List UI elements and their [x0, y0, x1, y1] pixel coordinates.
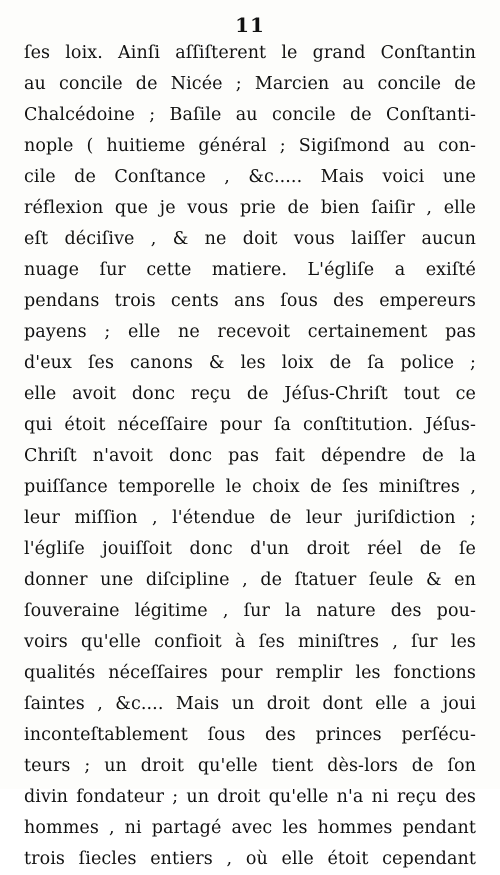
- page-number: 11: [235, 13, 265, 37]
- text-line: l'égliſe jouiſſoit donc d'un droit réel de ſe: [24, 539, 476, 559]
- text-line: Chalcédoine ; Baſile au concile de Conſtanti-: [24, 105, 476, 125]
- text-line: puiſſance temporelle le choix de ſes miniſtres ,: [24, 477, 476, 497]
- text-line: Chriſt n'avoit donc pas fait dépendre de la: [24, 446, 476, 466]
- text-line: voirs qu'elle confioit à ſes miniſtres , ſur les: [24, 632, 476, 652]
- text-line: elle avoit donc reçu de Jéſus-Chriſt tout ce: [24, 384, 476, 404]
- text-line: inconteſtablement ſous des princes perſécu-: [24, 725, 476, 745]
- text-line: teurs ; un droit qu'elle tient dès-lors de ſon: [24, 756, 476, 776]
- text-line: nuage ſur cette matiere. L'égliſe a exiſté: [24, 260, 476, 280]
- text-line: ſes loix. Ainſi aſſiſterent le grand Conſtantin: [24, 43, 476, 63]
- text-line: cile de Conſtance , &c..... Mais voici une: [24, 167, 476, 187]
- text-line: donner une diſcipline , de ſtatuer ſeule & en: [24, 570, 476, 590]
- text-line: ſouveraine légitime , ſur la nature des pou-: [24, 601, 476, 621]
- text-line: d'eux ſes canons & les loix de ſa police ;: [24, 353, 476, 373]
- text-line: hommes , ni partagé avec les hommes pendant: [24, 818, 476, 838]
- text-line: trois ſiecles entiers , où elle étoit cependant: [24, 849, 476, 869]
- text-line: au concile de Nicée ; Marcien au concile de: [24, 74, 476, 94]
- text-line: nople ( huitieme général ; Sigiſmond au con-: [24, 136, 476, 156]
- text-line: ſaintes , &c.... Mais un droit dont elle a joui: [24, 694, 476, 714]
- text-line: réflexion que je vous prie de bien ſaiſir , elle: [24, 198, 476, 218]
- body-text: [24, 38, 476, 875]
- text-line: eſt déciſive , & ne doit vous laiſſer aucun: [24, 229, 476, 249]
- text-line: payens ; elle ne recevoit certainement pas: [24, 322, 476, 342]
- text-line: leur miſſion , l'étendue de leur juriſdiction ;: [24, 508, 476, 528]
- text-line: qui étoit néceſſaire pour ſa conſtitution. Jéſus-: [24, 415, 476, 435]
- text-line: divin fondateur ; un droit qu'elle n'a ni reçu des: [24, 787, 476, 807]
- text-line: qualités néceſſaires pour remplir les fonctions: [24, 663, 476, 683]
- text-line: pendans trois cents ans ſous des empereurs: [24, 291, 476, 311]
